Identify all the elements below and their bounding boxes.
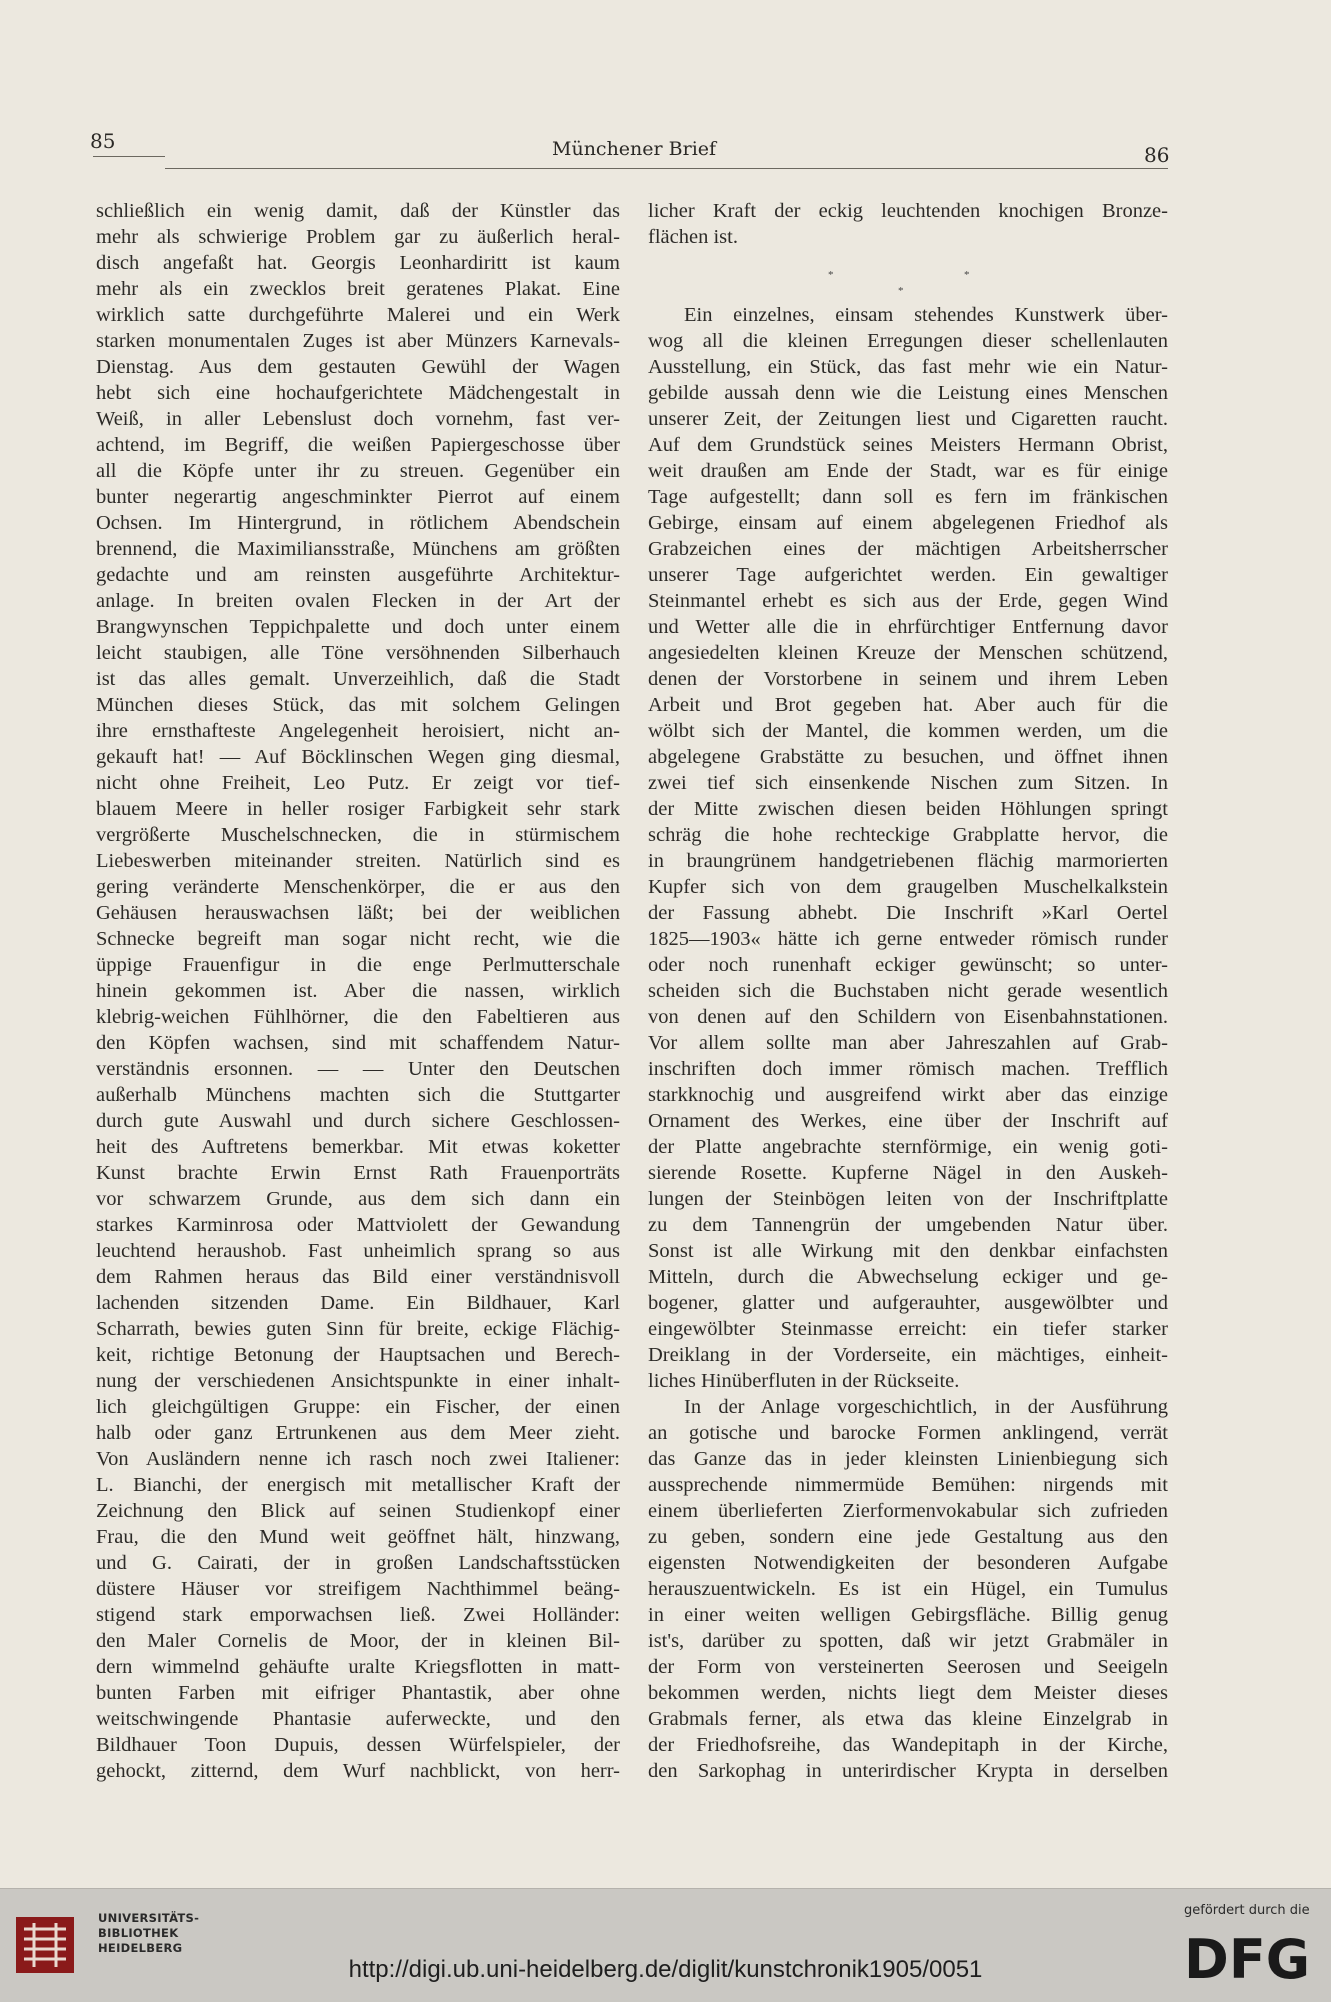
text-line: gebilde aussah denn wie die Leistung eines Menschen: [648, 382, 1168, 404]
text-line: sierende Rosette. Kupferne Nägel in den Auskeh-: [648, 1162, 1168, 1184]
text-line: üppige Frauenfigur in die enge Perlmutterschale: [96, 954, 620, 976]
text-line: schließlich ein wenig damit, daß der Künstler das: [96, 200, 620, 222]
text-line: der Mitte zwischen diesen beiden Höhlungen springt: [648, 798, 1168, 820]
left-column: [96, 198, 620, 1784]
text-line: außerhalb Münchens machten sich die Stuttgarter: [96, 1084, 620, 1106]
text-line: gedachte und am reinsten ausgeführte Architektur-: [96, 564, 620, 586]
text-line: hinein gekommen ist. Aber die nassen, wirklich: [96, 980, 620, 1002]
text-line: Auf dem Grundstück seines Meisters Hermann Obrist,: [648, 434, 1168, 456]
text-line: abgelegene Grabstätte zu besuchen, und öffnet ihnen: [648, 746, 1168, 768]
text-line: brennend, die Maximiliansstraße, Münchens am größten: [96, 538, 620, 560]
text-line: unserer Zeit, der Zeitungen liest und Cigaretten raucht.: [648, 408, 1168, 430]
text-line: Weiß, in aller Lebenslust doch vornehm, fast ver-: [96, 408, 620, 430]
text-line: bunten Farben mit eifriger Phantastik, aber ohne: [96, 1682, 620, 1704]
text-line: und Wetter alle die in ehrfürchtiger Entfernung davor: [648, 616, 1168, 638]
text-line: licher Kraft der eckig leuchtenden knochigen Bronze-: [648, 200, 1168, 222]
header-rule: [165, 168, 1168, 169]
text-line: L. Bianchi, der energisch mit metallischer Kraft der: [96, 1474, 620, 1496]
text-line: In der Anlage vorgeschichtlich, in der Ausführung: [684, 1396, 1168, 1418]
text-line: ist's, darüber zu spotten, daß wir jetzt Grabmäler in: [648, 1630, 1168, 1652]
text-line: Ornament des Werkes, eine über der Inschrift auf: [648, 1110, 1168, 1132]
text-line: durch gute Auswahl und durch sichere Geschlossen-: [96, 1110, 620, 1132]
text-line: verständnis ersonnen. — — Unter den Deutschen: [96, 1058, 620, 1080]
text-line: achtend, im Begriff, die weißen Papiergeschosse über: [96, 434, 620, 456]
text-line: bunter negerartig angeschminkter Pierrot auf einem: [96, 486, 620, 508]
text-line: hebt sich eine hochaufgerichtete Mädchengestalt in: [96, 382, 620, 404]
footer-bar: [0, 1888, 1331, 2002]
text-line: zwei tief sich einsenkende Nischen zum Sitzen. In: [648, 772, 1168, 794]
text-line: düstere Häuser vor streifigem Nachthimmel beäng-: [96, 1578, 620, 1600]
text-line: bogener, glatter und aufgerauhter, ausgewölbter und: [648, 1292, 1168, 1314]
text-line: liches Hinüberfluten in der Rückseite.: [648, 1370, 960, 1392]
text-line: und G. Cairati, der in großen Landschaftsstücken: [96, 1552, 620, 1574]
library-name-line2: BIBLIOTHEK: [98, 1926, 179, 1940]
text-line: von denen auf den Schildern von Eisenbahnstationen.: [648, 1006, 1168, 1028]
text-line: gekauft hat! — Auf Böcklinschen Wegen ging diesmal,: [96, 746, 620, 768]
text-line: denen der Vorstorbene in seinem und ihrem Leben: [648, 668, 1168, 690]
dfg-logo-text: DFG: [1184, 1928, 1310, 1984]
text-line: der Friedhofsreihe, das Wandepitaph in der Kirche,: [648, 1734, 1168, 1756]
text-line: Kupfer sich von dem graugelben Muschelkalkstein: [648, 876, 1168, 898]
text-line: den Maler Cornelis de Moor, der in kleinen Bil-: [96, 1630, 620, 1652]
text-line: der Form von versteinerten Seerosen und Seeigeln: [648, 1656, 1168, 1678]
text-line: zu dem Tannengrün der umgebenden Natur über.: [648, 1214, 1168, 1236]
separator-star: *: [964, 269, 970, 281]
text-line: einem überlieferten Zierformenvokabular sich zufrieden: [648, 1500, 1168, 1522]
page-number-left: 85: [90, 129, 116, 153]
text-line: Grabmals ferner, als etwa das kleine Einzelgrab in: [648, 1708, 1168, 1730]
text-line: Mitteln, durch die Abwechselung eckiger und ge-: [648, 1266, 1168, 1288]
text-line: inschriften doch immer römisch machen. Trefflich: [648, 1058, 1168, 1080]
text-line: Ein einzelnes, einsam stehendes Kunstwerk über-: [684, 304, 1168, 326]
separator-star: *: [898, 285, 904, 297]
text-line: Ausstellung, ein Stück, das fast mehr wie ein Natur-: [648, 356, 1168, 378]
text-line: oder noch runenhaft eckiger gewünscht; so unter-: [648, 954, 1168, 976]
text-line: starkes Karminrosa oder Mattviolett der Gewandung: [96, 1214, 620, 1236]
text-line: das Ganze das in jeder kleinsten Linienbiegung sich: [648, 1448, 1168, 1470]
text-line: stigend stark emporwachsen ließ. Zwei Holländer:: [96, 1604, 620, 1626]
right-column: [648, 198, 1168, 1784]
text-line: Brangwynschen Teppichpalette und doch unter einem: [96, 616, 620, 638]
funding-caption: gefördert durch die: [1184, 1903, 1310, 1918]
text-line: mehr als ein zwecklos breit geratenes Plakat. Eine: [96, 278, 620, 300]
paragraph-grabmal: [648, 302, 1168, 1394]
text-line: halb oder ganz Ertrunkenen aus dem Meer zieht.: [96, 1422, 620, 1444]
text-line: heit des Auftretens bemerkbar. Mit etwas koketter: [96, 1136, 620, 1158]
header-rule-left: [93, 156, 165, 157]
page-number-right: 86: [1144, 143, 1170, 167]
text-line: Frau, die den Mund weit geöffnet hält, hinzwang,: [96, 1526, 620, 1548]
text-line: an gotische und barocke Formen anklingend, verrät: [648, 1422, 1168, 1444]
text-line: Ochsen. Im Hintergrund, in rötlichem Abendschein: [96, 512, 620, 534]
text-line: eigensten Notwendigkeiten der besonderen Aufgabe: [648, 1552, 1168, 1574]
library-name-line1: UNIVERSITÄTS-: [98, 1911, 200, 1925]
text-line: starken monumentalen Zuges ist aber Münzers Karnevals-: [96, 330, 620, 352]
text-line: den Sarkophag in unterirdischer Krypta in derselben: [648, 1760, 1168, 1782]
text-line: bekommen werden, nichts liegt dem Meister dieses: [648, 1682, 1168, 1704]
separator-star: *: [828, 269, 834, 281]
text-line: München dieses Stück, das mit solchem Gelingen: [96, 694, 620, 716]
text-line: leuchtend heraushob. Fast unheimlich sprang so aus: [96, 1240, 620, 1262]
right-column-continuation: [648, 198, 1168, 250]
section-separator: [648, 250, 1168, 302]
text-line: gering veränderte Menschenkörper, die er aus den: [96, 876, 620, 898]
text-line: gehockt, zitternd, dem Wurf nachblickt, von herr-: [96, 1760, 620, 1782]
text-line: Liebeswerben miteinander streiten. Natürlich sind es: [96, 850, 620, 872]
text-line: anlage. In breiten ovalen Flecken in der Art der: [96, 590, 620, 612]
text-line: nung der verschiedenen Ansichtspunkte in einer inhalt-: [96, 1370, 620, 1392]
text-line: Sonst ist alle Wirkung mit den denkbar einfachsten: [648, 1240, 1168, 1262]
text-line: Vor allem sollte man aber Jahreszahlen auf Grab-: [648, 1032, 1168, 1054]
text-line: dern wimmelnd gehäufte uralte Kriegsflotten in matt-: [96, 1656, 620, 1678]
running-title: Münchener Brief: [552, 138, 717, 160]
text-line: flächen ist.: [648, 226, 738, 248]
text-line: vor schwarzem Grunde, aus dem sich dann ein: [96, 1188, 620, 1210]
text-line: Zeichnung den Blick auf seinen Studienkopf einer: [96, 1500, 620, 1522]
source-url[interactable]: http://digi.ub.uni-heidelberg.de/diglit/kunstchronik1905/0051: [348, 1956, 983, 1983]
text-line: Kunst brachte Erwin Ernst Rath Frauenporträts: [96, 1162, 620, 1184]
text-line: Gebirge, einsam auf einem abgelegenen Friedhof als: [648, 512, 1168, 534]
text-line: der Platte angebrachte sternförmige, ein wenig goti-: [648, 1136, 1168, 1158]
text-line: unserer Tage aufgerichtet werden. Ein gewaltiger: [648, 564, 1168, 586]
text-line: Dienstag. Aus dem gestauten Gewühl der Wagen: [96, 356, 620, 378]
text-line: zu geben, sondern eine jede Gestaltung aus den: [648, 1526, 1168, 1548]
text-line: dem Rahmen heraus das Bild einer verständnisvoll: [96, 1266, 620, 1288]
text-line: in braungrünem handgetriebenen flächig marmorierten: [648, 850, 1168, 872]
text-line: starkknochig und ausgreifend wirkt aber das einzige: [648, 1084, 1168, 1106]
text-line: ist das alles gemalt. Unverzeihlich, daß die Stadt: [96, 668, 620, 690]
text-line: lachenden sitzenden Dame. Ein Bildhauer, Karl: [96, 1292, 620, 1314]
text-line: Bildhauer Toon Dupuis, dessen Würfelspieler, der: [96, 1734, 620, 1756]
text-line: Arbeit und Brot gegeben hat. Aber auch für die: [648, 694, 1168, 716]
paragraph-anlage: [648, 1394, 1168, 1784]
text-line: vergrößerte Muschelschnecken, die in stürmischem: [96, 824, 620, 846]
text-line: in einer weiten welligen Gebirgsfläche. Billig genug: [648, 1604, 1168, 1626]
library-name-line3: HEIDELBERG: [98, 1941, 183, 1955]
text-line: klebrig-weichen Fühlhörner, die den Fabeltieren aus: [96, 1006, 620, 1028]
text-line: wirklich satte durchgeführte Malerei und ein Werk: [96, 304, 620, 326]
text-line: Gehäusen herauswachsen läßt; bei der weiblichen: [96, 902, 620, 924]
text-line: Schnecke begreift man sogar nicht recht, wie die: [96, 928, 620, 950]
text-line: weitschwingende Phantasie auferweckte, und den: [96, 1708, 620, 1730]
text-line: herauszuentwickeln. Es ist ein Hügel, ein Tumulus: [648, 1578, 1168, 1600]
text-line: Tage aufgestellt; dann soll es fern im fränkischen: [648, 486, 1168, 508]
text-line: keit, richtige Betonung der Hauptsachen und Berech-: [96, 1344, 620, 1366]
text-line: angesiedelten kleinen Kreuze der Menschen schützend,: [648, 642, 1168, 664]
text-line: leicht staubigen, alle Töne versöhnenden Silberhauch: [96, 642, 620, 664]
text-line: wölbt sich der Mantel, die kommen werden, um die: [648, 720, 1168, 742]
text-line: all die Köpfe unter ihr zu streuen. Gegenüber ein: [96, 460, 620, 482]
text-line: Steinmantel erhebt es sich aus der Erde, gegen Wind: [648, 590, 1168, 612]
text-line: Von Ausländern nenne ich rasch noch zwei Italiener:: [96, 1448, 620, 1470]
text-line: mehr als schwierige Problem gar zu äußerlich heral-: [96, 226, 620, 248]
text-line: eingewölbter Steinmasse erreicht: ein tiefer starker: [648, 1318, 1168, 1340]
text-line: wog all die kleinen Erregungen dieser schellenlauten: [648, 330, 1168, 352]
text-line: disch angefaßt hat. Georgis Leonhardiritt ist kaum: [96, 252, 620, 274]
text-line: lungen der Steinbögen leiten von der Inschriftplatte: [648, 1188, 1168, 1210]
text-line: aussprechende nimmermüde Bemühen: nirgends mit: [648, 1474, 1168, 1496]
text-line: nicht ohne Freiheit, Leo Putz. Er zeigt vor tief-: [96, 772, 620, 794]
text-line: lich gleichgültigen Gruppe: ein Fischer, der einen: [96, 1396, 620, 1418]
dfg-logo: [1182, 1928, 1310, 1984]
text-line: schräg die hohe rechteckige Grabplatte hervor, die: [648, 824, 1168, 846]
text-line: scheiden sich die Buchstaben nicht gerade wesentlich: [648, 980, 1168, 1002]
text-line: Dreiklang in der Vorderseite, ein mächtiges, einheit-: [648, 1344, 1168, 1366]
text-line: 1825—1903« hätte ich gerne entweder römisch runder: [648, 928, 1168, 950]
text-line: den Köpfen wachsen, sind mit schaffendem Natur-: [96, 1032, 620, 1054]
text-line: Grabzeichen eines der mächtigen Arbeitsherrscher: [648, 538, 1168, 560]
text-line: Scharrath, bewies guten Sinn für breite, eckige Flächig-: [96, 1318, 620, 1340]
text-line: ihre ernsthafteste Angelegenheit heroisiert, nicht an-: [96, 720, 620, 742]
text-line: der Fassung abhebt. Die Inschrift »Karl Oertel: [648, 902, 1168, 924]
text-line: blauem Meere in heller rosiger Farbigkeit sehr stark: [96, 798, 620, 820]
text-line: weit draußen am Ende der Stadt, war es für einige: [648, 460, 1168, 482]
